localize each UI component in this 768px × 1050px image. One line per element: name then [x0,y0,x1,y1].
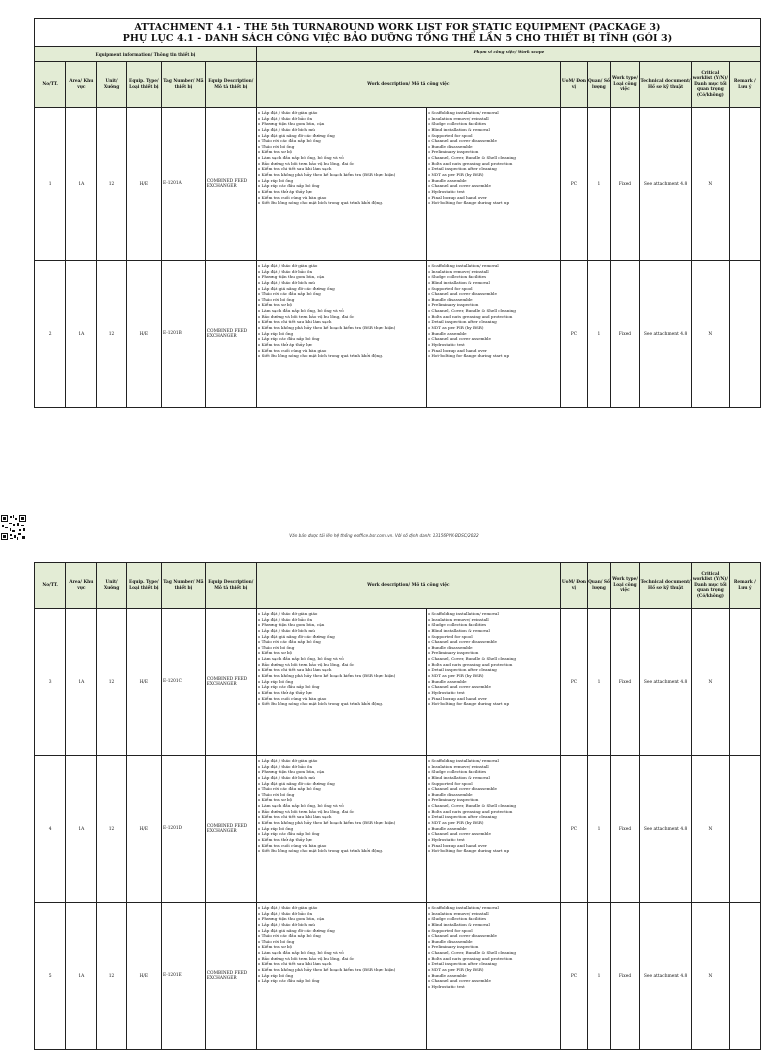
equip-type-cell: H/E [126,903,161,1050]
remark-cell [729,108,760,261]
work-step-item: o Hot-bolting for flange during start up [427,701,510,707]
work-step-item: o Lắp đặt / tháo dỡ bảo ôn [257,115,313,121]
work-step-item: o Kiểm tra sơ bộ [257,650,292,656]
tag-number-cell: E-1201C [162,609,206,756]
work-step-item: o Lắp đặt / tháo dỡ bích mù [257,627,315,633]
table-row [35,261,761,408]
work-description-vi-cell [256,108,426,261]
work-step-item: o Lắp đặt giá nâng đỡ các đường ống [257,633,335,639]
work-step-item: o Kiểm tra cuối cùng và bàn giao [257,347,327,353]
work-step-item: o Kiểm tra chi tiết sau khi làm sạch [257,319,332,325]
tech-doc-cell: See attachment 4.8 [640,609,692,756]
work-step-item: o Lắp ráp bó ống [257,825,294,831]
work-step-item: o Kiểm tra thử áp thủy lực [257,341,313,347]
group-header-equipment: Equipment information/ Thông tin thiết bị [35,47,257,62]
work-step-item: o Kiểm tra không phá hủy theo kế hoạch kiểm tra (BSR thực hiện) [257,172,396,178]
work-step-item: o NDT as per PIR (by BSR) [427,172,484,178]
work-step-item: o Channel and cover disassemble [427,933,497,939]
work-step-item: o Bundle assemble [427,177,467,183]
work-step-item: o Lắp đặt / tháo dỡ giàn giáo [257,611,318,616]
work-step-item: o Tháo rời bó ống [257,143,295,149]
footer-note: Văn bản được tải lên hệ thống eoffice.bsr.com.vn. Với số định danh: 13156PYK-BDSC/2022 [289,533,479,538]
work-step-item: o Bảo dưỡng và bôi trơn bảo vệ bu lông, đai ốc [257,661,355,667]
equip-type-cell: H/E [126,609,161,756]
area-cell: 1A [66,756,97,903]
work-step-item: o Bolts and nuts greasing and protection [427,955,513,961]
work-step-item: o Lắp đặt / tháo dỡ giàn giáo [257,263,318,268]
col-header-tag: Tag Number/ Mã thiết bị [162,62,206,108]
col-header-tag: Tag Number/ Mã thiết bị [162,563,206,609]
col-header-no: No/TT. [35,563,66,609]
work-step-item: o Blind installation & removal [427,774,490,780]
work-step-item: o Lắp đặt / tháo dỡ bảo ôn [257,616,313,622]
col-header-equip-desc: Equip Description/ Mô tả thiết bị [205,62,256,108]
table-row [35,756,761,903]
col-header-qty: Quan/ Số lượng [588,563,611,609]
work-step-item: o Detail inspection after cleaning [427,166,497,172]
work-step-item: o Channel, Cover, Bundle & Shell cleaning [427,950,516,956]
work-step-item: o Bolts and nuts greasing and protection [427,160,513,166]
work-step-item: o Lắp ráp các đầu nắp bó ống [257,183,320,189]
group-header-scope: Phạm vi công việc/ Work scope [256,47,760,62]
critical-cell: N [692,756,729,903]
uom-cell: PC [560,903,587,1050]
work-step-item: o Preliminary inspection [427,650,479,656]
table-row [35,609,761,756]
work-step-item: o Bundle disassemble [427,143,473,149]
work-type-cell: Fixed [610,903,639,1050]
work-step-item: o Channel and cover disassemble [427,786,497,792]
unit-cell: 12 [97,903,126,1050]
work-description-en-cell [426,261,560,408]
work-type-cell: Fixed [610,609,639,756]
work-step-item: o Kiểm tra sơ bộ [257,797,292,803]
work-step-item: o Detail inspection after cleaning [427,319,497,325]
work-step-item: o Kiểm tra không phá hủy theo kế hoạch kiểm tra (BSR thực hiện) [257,820,396,826]
work-step-item: o Lắp ráp bó ống [257,678,294,684]
col-header-remark: Remark / Lưu ý [729,62,760,108]
work-step-item: o Siết Bu lông nóng cho mặt bích trong quá trình khởi động. [257,200,384,206]
work-step-item: o Lắp đặt giá nâng đỡ các đường ống [257,927,335,933]
work-step-item: o Insulation remove/ reinstall [427,616,489,622]
work-step-item: o Detail inspection after cleaning [427,667,497,673]
work-type-cell: Fixed [610,261,639,408]
work-step-item: o Lắp ráp các đầu nắp bó ống [257,336,320,342]
work-step-item: o Kiểm tra sơ bộ [257,149,292,155]
work-step-item: o Tháo rời bó ống [257,938,295,944]
work-step-item: o Làm sạch đầu nắp bó ống, bó ống và vỏ [257,308,344,314]
work-step-item: o Kiểm tra thử áp thủy lực [257,689,313,695]
work-step-item: o Lắp ráp các đầu nắp bó ống [257,978,320,984]
work-step-item: o Hydrostatic test [427,188,465,194]
critical-cell: N [692,108,729,261]
work-step-item: o Preliminary inspection [427,149,479,155]
work-step-item: o Sludge collection facilities [427,769,487,775]
quantity-cell: 1 [588,756,611,903]
work-step-item: o Phương tiện thu gom bùn, cặn [257,916,325,922]
work-step-item: o Bảo dưỡng và bôi trơn bảo vệ bu lông, đai ốc [257,808,355,814]
work-step-item: o Lắp đặt giá nâng đỡ các đường ống [257,132,335,138]
tech-doc-cell: See attachment 4.8 [640,261,692,408]
unit-cell: 12 [97,756,126,903]
work-step-item: o Channel and cover assemble [427,183,491,189]
work-step-item: o Lắp đặt / tháo dỡ bích mù [257,774,315,780]
work-step-item: o Tháo rời các đầu nắp bó ống [257,639,321,645]
work-step-item: o Channel, Cover, Bundle & Shell cleaning [427,155,516,161]
work-description-en-cell [426,756,560,903]
critical-cell: N [692,261,729,408]
worklist-table-page-1 [34,18,761,408]
work-step-item: o Lắp ráp bó ống [257,330,294,336]
work-step-item: o Bolts and nuts greasing and protection [427,661,513,667]
work-step-item: o Channel and cover disassemble [427,291,497,297]
row-number: 5 [35,903,66,1050]
row-number: 2 [35,261,66,408]
work-step-item: o NDT as per PIR (by BSR) [427,820,484,826]
work-step-item: o Siết Bu lông nóng cho mặt bích trong quá trình khởi động. [257,701,384,707]
work-step-item: o Phương tiện thu gom bùn, cặn [257,769,325,775]
work-step-item: o Kiểm tra chi tiết sau khi làm sạch [257,961,332,967]
work-step-item: o Scaffolding installation/ removal [427,263,499,268]
equip-description-cell: COMBINED FEED EXCHANGER [205,261,256,408]
work-step-item: o Final boxup and hand over [427,347,487,353]
work-step-item: o Hot-bolting for flange during start up [427,200,510,206]
equip-description-cell: COMBINED FEED EXCHANGER [205,609,256,756]
work-step-item: o Bundle disassemble [427,791,473,797]
work-step-item: o Supported for spool [427,633,473,639]
work-step-item: o Channel and cover assemble [427,684,491,690]
rows-page-2 [35,609,761,1050]
work-step-item: o Lắp ráp các đầu nắp bó ống [257,831,320,837]
worklist-table-page-2 [34,562,761,1050]
work-step-item: o Bundle disassemble [427,644,473,650]
col-header-tech-doc: Technical document/ Hồ sơ kỹ thuật [640,62,692,108]
work-step-item: o Channel and cover disassemble [427,138,497,144]
work-step-item: o Lắp ráp bó ống [257,177,294,183]
tag-number-cell: E-1201B [162,261,206,408]
work-step-item: o Tháo rời bó ống [257,296,295,302]
work-step-item: o Hydrostatic test [427,341,465,347]
work-step-item: o Sludge collection facilities [427,916,487,922]
work-step-item: o Lắp đặt / tháo dỡ bích mù [257,921,315,927]
work-step-item: o Sludge collection facilities [427,274,487,280]
work-step-item: o Channel and cover disassemble [427,639,497,645]
col-header-remark: Remark / Lưu ý [729,563,760,609]
tag-number-cell: E-1201A [162,108,206,261]
work-step-item: o Supported for spool [427,285,473,291]
row-number: 1 [35,108,66,261]
work-step-item: o Lắp đặt / tháo dỡ giàn giáo [257,905,318,910]
remark-cell [729,756,760,903]
work-step-item: o Lắp đặt giá nâng đỡ các đường ống [257,780,335,786]
work-step-item: o Hydrostatic test [427,983,465,989]
work-step-item: o Bundle disassemble [427,296,473,302]
tag-number-cell: E-1201E [162,903,206,1050]
work-step-item: o Channel, Cover, Bundle & Shell cleaning [427,308,516,314]
area-cell: 1A [66,108,97,261]
tech-doc-cell: See attachment 4.8 [640,108,692,261]
work-step-item: o Preliminary inspection [427,302,479,308]
work-step-item: o Detail inspection after cleaning [427,961,497,967]
row-number: 3 [35,609,66,756]
work-step-item: o Phương tiện thu gom bùn, cặn [257,121,325,127]
work-step-item: o Bundle disassemble [427,938,473,944]
col-header-qty: Quan/ Số lượng [587,62,610,108]
tag-number-cell: E-1201D [162,756,206,903]
work-description-vi-cell [256,756,426,903]
uom-cell: PC [560,609,587,756]
work-step-item: o Channel, Cover, Bundle & Shell cleaning [427,803,516,809]
col-header-work-desc: Work description/ Mô tả công việc [256,62,560,108]
work-step-item: o Lắp đặt / tháo dỡ bảo ôn [257,268,313,274]
col-header-uom: UoM/ Đơn vị [560,563,587,609]
work-step-item: o Hot-bolting for flange during start up [427,848,510,854]
equip-description-cell: COMBINED FEED EXCHANGER [205,756,256,903]
work-step-item: o Kiểm tra không phá hủy theo kế hoạch kiểm tra (BSR thực hiện) [257,325,396,331]
work-step-item: o Bundle assemble [427,972,467,978]
work-step-item: o Lắp đặt / tháo dỡ giàn giáo [257,110,318,115]
col-header-work-desc: Work description/ Mô tả công việc [256,563,560,609]
work-step-item: o NDT as per PIR (by BSR) [427,673,484,679]
work-step-item: o Lắp đặt / tháo dỡ giàn giáo [257,758,318,763]
work-step-item: o Detail inspection after cleaning [427,814,497,820]
work-step-item: o Kiểm tra cuối cùng và bàn giao [257,695,327,701]
work-step-item: o Channel and cover assemble [427,336,491,342]
work-step-item: o Phương tiện thu gom bùn, cặn [257,274,325,280]
work-step-item: o Bundle assemble [427,330,467,336]
work-step-item: o Final boxup and hand over [427,695,487,701]
area-cell: 1A [66,903,97,1050]
work-step-item: o Scaffolding installation/ removal [427,611,499,616]
work-step-item: o Insulation remove/ reinstall [427,763,489,769]
work-step-item: o NDT as per PIR (by BSR) [427,967,484,973]
uom-cell: PC [560,756,587,903]
work-step-item: o Làm sạch đầu nắp bó ống, bó ống và vỏ [257,950,344,956]
col-header-tech-doc: Technical document/ Hồ sơ kỹ thuật [640,563,692,609]
work-step-item: o Lắp đặt / tháo dỡ bảo ôn [257,910,313,916]
area-cell: 1A [66,261,97,408]
work-step-item: o Kiểm tra thử áp thủy lực [257,836,313,842]
work-step-item: o Insulation remove/ reinstall [427,910,489,916]
remark-cell [729,609,760,756]
work-step-item: o Tháo rời bó ống [257,791,295,797]
unit-cell: 12 [97,609,126,756]
rows-page-1 [35,108,761,408]
col-header-work-type: Work type/ Loại công việc [610,563,639,609]
work-step-item: o Kiểm tra cuối cùng và bàn giao [257,194,327,200]
table-row [35,108,761,261]
col-header-type: Equip. Type/ Loại thiết bị [126,62,161,108]
work-step-item: o Kiểm tra chi tiết sau khi làm sạch [257,667,332,673]
row-number: 4 [35,756,66,903]
work-step-item: o Siết Bu lông nóng cho mặt bích trong quá trình khởi động. [257,353,384,359]
work-step-item: o Scaffolding installation/ removal [427,758,499,763]
quantity-cell: 1 [588,609,611,756]
col-header-unit: Unit/ Xưởng [97,563,126,609]
col-header-critical: Critical worklist (Y/N)/ Danh mục tối quan trọng (Có/không) [692,62,729,108]
work-step-item: o Tháo rời các đầu nắp bó ống [257,291,321,297]
equip-type-cell: H/E [126,756,161,903]
work-step-item: o Blind installation & removal [427,921,490,927]
col-header-no: No/TT. [35,62,66,108]
work-step-item: o Kiểm tra không phá hủy theo kế hoạch kiểm tra (BSR thực hiện) [257,673,396,679]
work-step-item: o Supported for spool [427,780,473,786]
work-step-item: o Làm sạch đầu nắp bó ống, bó ống và vỏ [257,155,344,161]
work-step-item: o Kiểm tra chi tiết sau khi làm sạch [257,166,332,172]
work-step-item: o Hydrostatic test [427,836,465,842]
uom-cell: PC [560,261,587,408]
work-type-cell: Fixed [610,108,639,261]
work-step-item: o Blind installation & removal [427,126,490,132]
work-description-en-cell [426,609,560,756]
work-step-item: o Lắp đặt / tháo dỡ bích mù [257,279,315,285]
work-step-item: o Blind installation & removal [427,279,490,285]
work-step-item: o Làm sạch đầu nắp bó ống, bó ống và vỏ [257,803,344,809]
work-step-item: o NDT as per PIR (by BSR) [427,325,484,331]
work-step-item: o Channel and cover assemble [427,978,491,984]
work-step-item: o Tháo rời các đầu nắp bó ống [257,933,321,939]
work-step-item: o Insulation remove/ reinstall [427,115,489,121]
work-step-item: o Supported for spool [427,927,473,933]
work-step-item: o Tháo rời các đầu nắp bó ống [257,786,321,792]
work-description-en-cell [426,108,560,261]
work-step-item: o Bundle assemble [427,678,467,684]
work-step-item: o Final boxup and hand over [427,194,487,200]
col-header-uom: UoM/ Đơn vị [560,62,587,108]
work-step-item: o Siết Bu lông nóng cho mặt bích trong quá trình khởi động. [257,848,384,854]
work-step-item: o Preliminary inspection [427,797,479,803]
work-step-item: o Tháo rời bó ống [257,644,295,650]
work-step-item: o Bolts and nuts greasing and protection [427,808,513,814]
unit-cell: 12 [97,108,126,261]
work-step-item: o Tháo rời các đầu nắp bó ống [257,138,321,144]
equip-type-cell: H/E [126,108,161,261]
work-step-item: o Hot-bolting for flange during start up [427,353,510,359]
work-step-item: o Channel, Cover, Bundle & Shell cleaning [427,656,516,662]
work-step-item: o Kiểm tra không phá hủy theo kế hoạch kiểm tra (BSR thực hiện) [257,967,396,973]
col-header-work-type: Work type/ Loại công việc [610,62,639,108]
work-step-item: o Kiểm tra thử áp thủy lực [257,188,313,194]
work-step-item: o Phương tiện thu gom bùn, cặn [257,622,325,628]
work-step-item: o Final boxup and hand over [427,842,487,848]
col-header-area: Area/ Khu vực [66,563,97,609]
work-type-cell: Fixed [610,756,639,903]
work-step-item: o Kiểm tra chi tiết sau khi làm sạch [257,814,332,820]
tech-doc-cell: See attachment 4.8 [640,903,692,1050]
col-header-unit: Unit/ Xưởng [97,62,126,108]
quantity-cell: 1 [587,108,610,261]
work-step-item: o Lắp đặt / tháo dỡ bích mù [257,126,315,132]
work-step-item: o Bảo dưỡng và bôi trơn bảo vệ bu lông, đai ốc [257,160,355,166]
work-description-vi-cell [256,261,426,408]
col-header-area: Area/ Khu vực [66,62,97,108]
work-description-vi-cell [256,903,426,1050]
work-description-vi-cell [256,609,426,756]
col-header-critical: Critical worklist (Y/N)/ Danh mục tối quan trọng (Có/không) [692,563,729,609]
table-row [35,903,761,1050]
work-step-item: o Preliminary inspection [427,944,479,950]
work-step-item: o Channel and cover assemble [427,831,491,837]
work-step-item: o Bolts and nuts greasing and protection [427,313,513,319]
work-step-item: o Supported for spool [427,132,473,138]
critical-cell: N [692,903,729,1050]
work-step-item: o Sludge collection facilities [427,121,487,127]
work-step-item: o Lắp ráp bó ống [257,972,294,978]
equip-type-cell: H/E [126,261,161,408]
remark-cell [729,903,760,1050]
col-header-equip-desc: Equip Description/ Mô tả thiết bị [205,563,256,609]
work-step-item: o Blind installation & removal [427,627,490,633]
equip-description-cell: COMBINED FEED EXCHANGER [205,903,256,1050]
work-step-item: o Insulation remove/ reinstall [427,268,489,274]
work-step-item: o Scaffolding installation/ removal [427,110,499,115]
document-title [35,19,761,47]
work-step-item: o Scaffolding installation/ removal [427,905,499,910]
work-step-item: o Bảo dưỡng và bôi trơn bảo vệ bu lông, đai ốc [257,313,355,319]
work-step-item: o Làm sạch đầu nắp bó ống, bó ống và vỏ [257,656,344,662]
work-step-item: o Kiểm tra sơ bộ [257,302,292,308]
critical-cell: N [692,609,729,756]
work-step-item: o Lắp đặt giá nâng đỡ các đường ống [257,285,335,291]
work-step-item: o Hydrostatic test [427,689,465,695]
tech-doc-cell: See attachment 4.8 [640,756,692,903]
work-step-item: o Bảo dưỡng và bôi trơn bảo vệ bu lông, đai ốc [257,955,355,961]
work-step-item: o Sludge collection facilities [427,622,487,628]
equip-description-cell: COMBINED FEED EXCHANGER [205,108,256,261]
col-header-type: Equip. Type/ Loại thiết bị [126,563,161,609]
quantity-cell: 1 [587,261,610,408]
work-step-item: o Kiểm tra sơ bộ [257,944,292,950]
title-vietnamese: PHỤ LỤC 4.1 - DANH SÁCH CÔNG VIỆC BẢO DƯỠNG TỔNG THỂ LẦN 5 CHO THIẾT BỊ TĨNH (GÓI 3) [122,32,673,44]
work-step-item: o Kiểm tra cuối cùng và bàn giao [257,842,327,848]
uom-cell: PC [560,108,587,261]
quantity-cell: 1 [588,903,611,1050]
area-cell: 1A [66,609,97,756]
unit-cell: 12 [97,261,126,408]
work-step-item: o Bundle assemble [427,825,467,831]
work-step-item: o Lắp đặt / tháo dỡ bảo ôn [257,763,313,769]
work-step-item: o Lắp ráp các đầu nắp bó ống [257,684,320,690]
remark-cell [729,261,760,408]
work-description-en-cell [426,903,560,1050]
title-english: ATTACHMENT 4.1 - THE 5th TURNAROUND WORK LIST FOR STATIC EQUIPMENT (PACKAGE 3) [134,21,661,33]
